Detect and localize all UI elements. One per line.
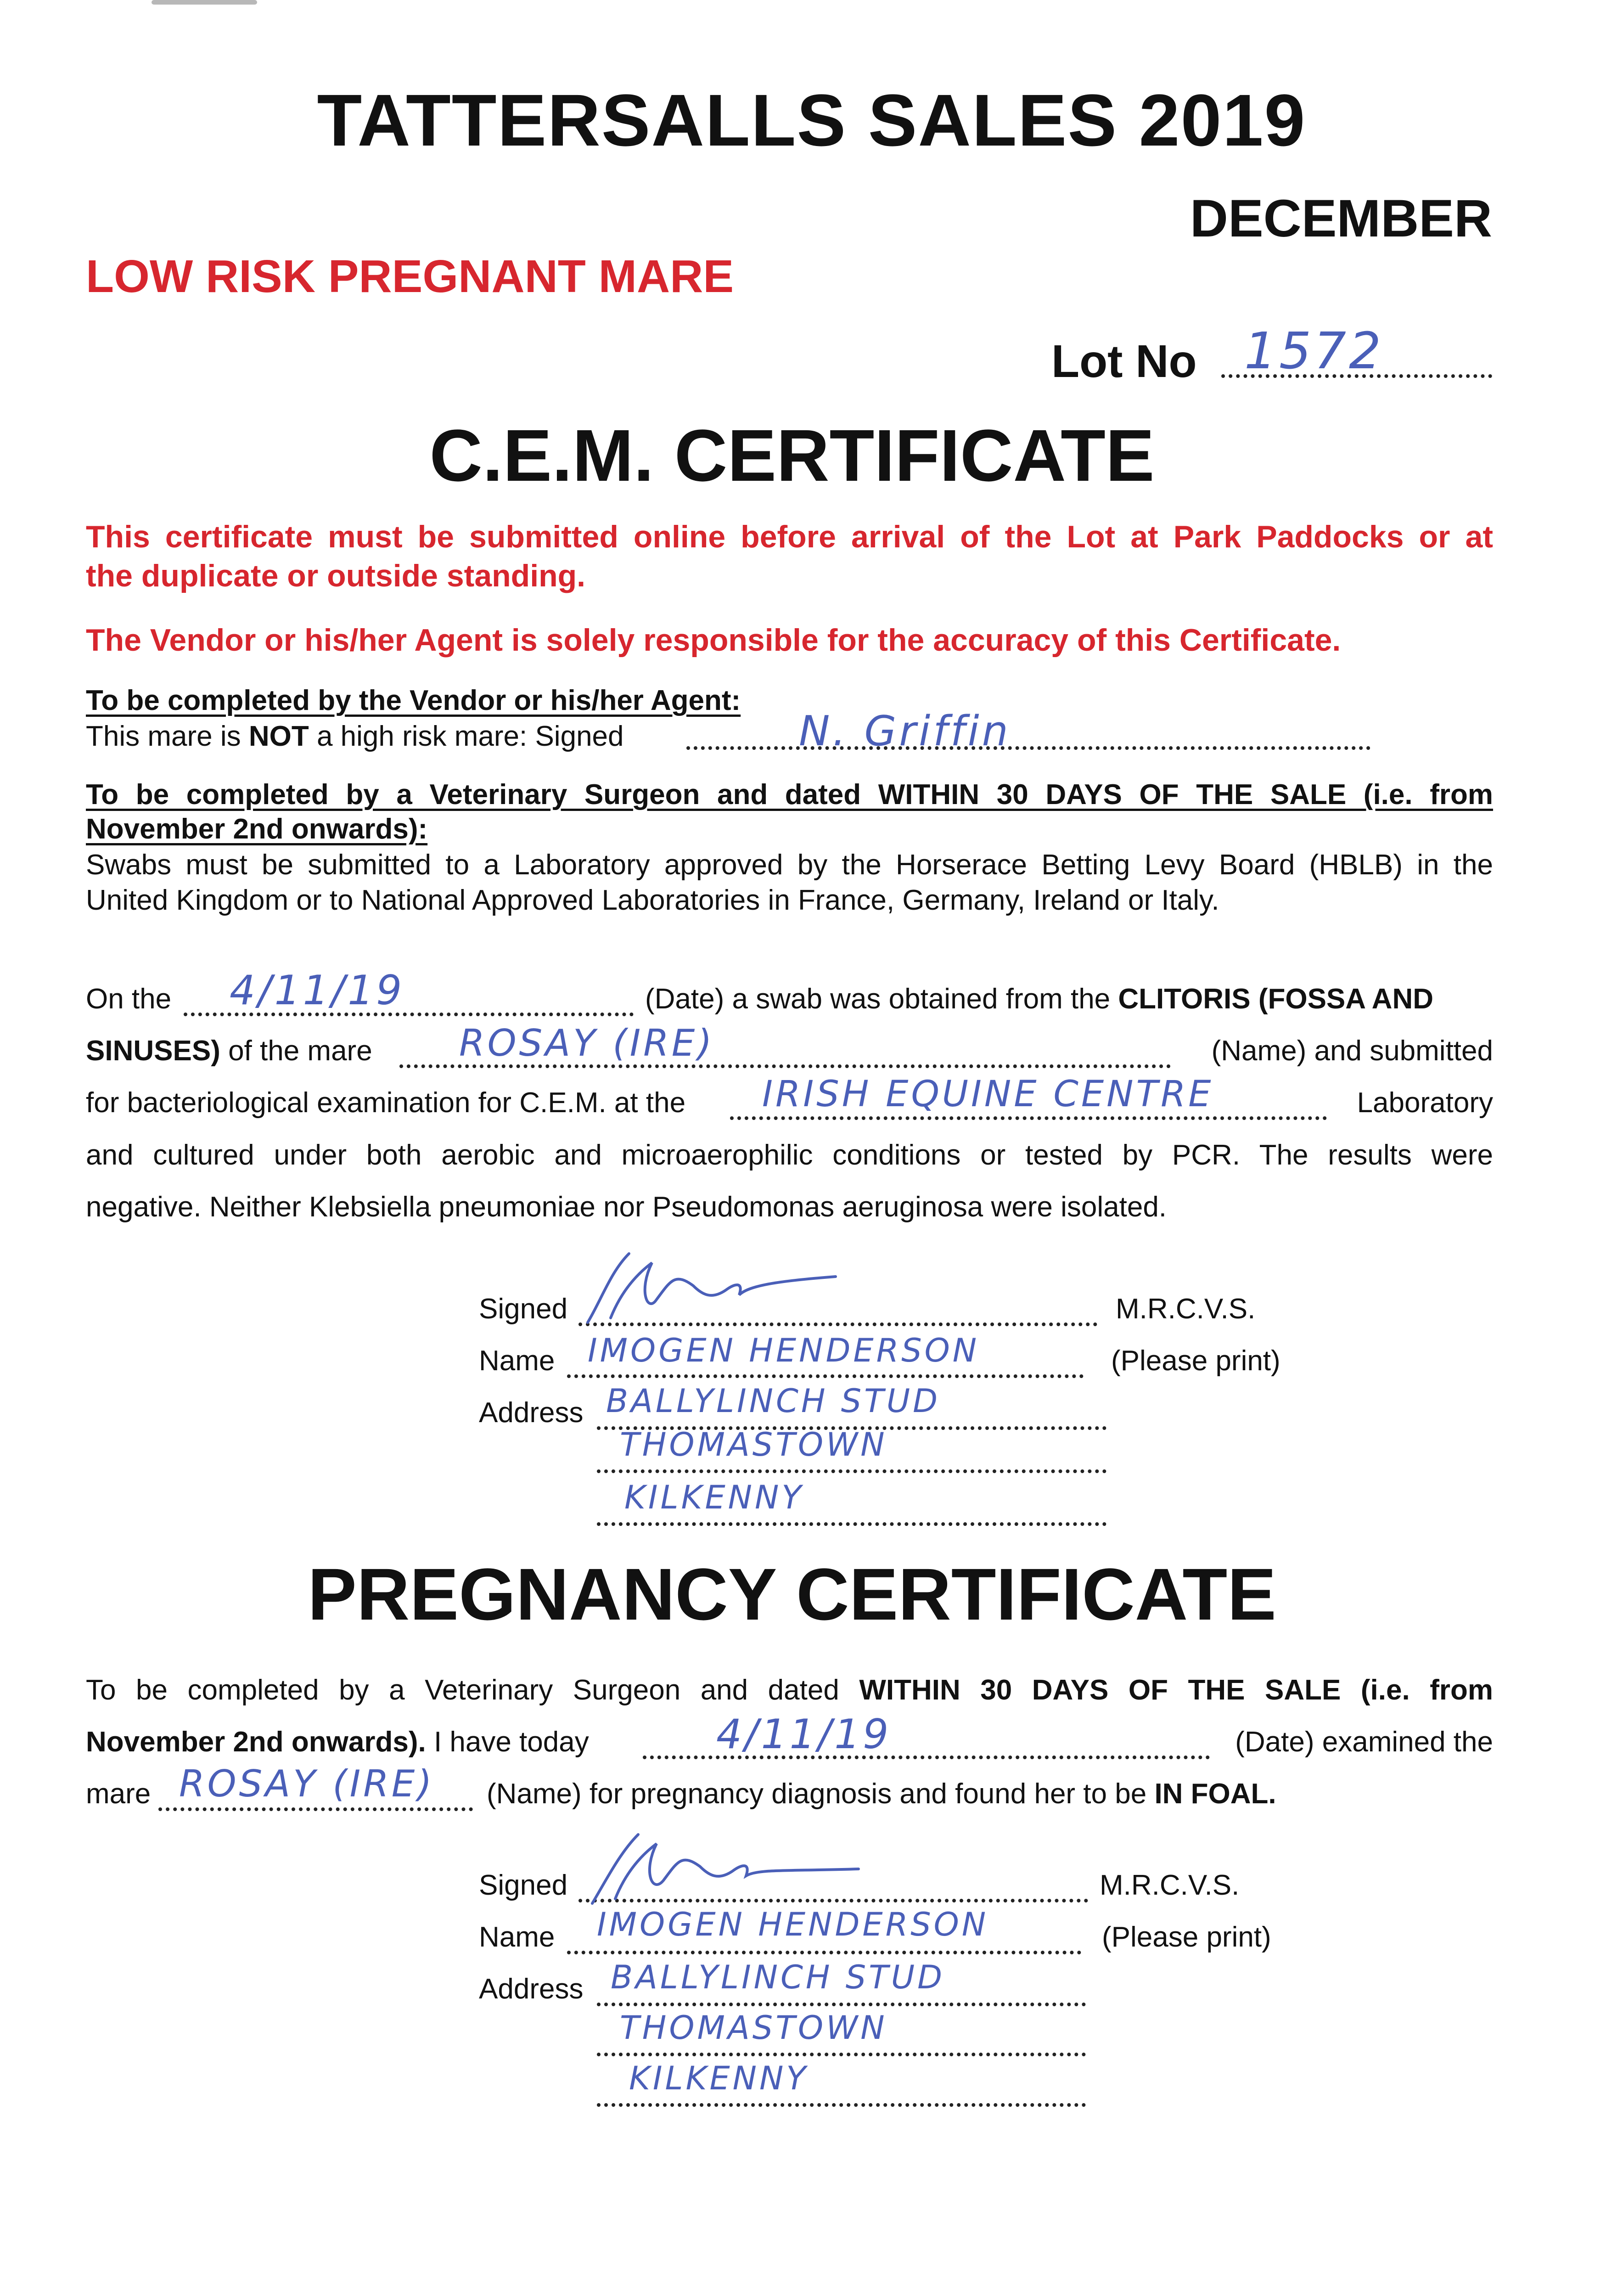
cem-address-3-handwritten[interactable]: KILKENNY	[624, 1479, 804, 1516]
pregnancy-mare-label: mare	[86, 1778, 151, 1810]
pregnancy-line2-bold: November 2nd onwards).	[86, 1726, 426, 1758]
on-the-label: On the	[86, 983, 172, 1015]
pregnancy-address-line-2	[597, 2053, 1086, 2056]
in-foal-text: IN FOAL.	[1154, 1778, 1276, 1810]
sinuses-text: SINUSES)	[86, 1035, 220, 1067]
cem-address-line-2	[597, 1469, 1106, 1473]
cultured-text: and cultured under both aerobic and microaerophilic conditions or tested by PCR. The results were	[86, 1139, 1493, 1171]
cem-name-line	[567, 1374, 1084, 1378]
pregnancy-address-1-handwritten[interactable]: BALLYLINCH STUD	[611, 1958, 945, 1996]
sale-name: DECEMBER	[1190, 189, 1492, 248]
pregnancy-address-line-3	[597, 2103, 1086, 2107]
lot-label: Lot No	[1051, 336, 1197, 387]
pregnancy-address-3-handwritten[interactable]: KILKENNY	[629, 2060, 809, 2097]
name-suffix: (Name) and submitted	[1211, 1035, 1493, 1067]
swab-instruction-line1: Swabs must be submitted to a Laboratory approved by the Horserace Betting Levy Board (HBLB) in the	[86, 849, 1493, 881]
pregnancy-name-label: Name	[479, 1921, 555, 1953]
scan-mark	[152, 0, 257, 5]
date-suffix-text: (Date) a swab was obtained from the	[645, 983, 1111, 1015]
vendor-line-pre: This mare is	[86, 720, 241, 752]
cem-vet-signature[interactable]	[583, 1244, 840, 1332]
cem-title: C.E.M. CERTIFICATE	[429, 414, 1155, 496]
pregnancy-vet-signature[interactable]	[588, 1825, 863, 1913]
submission-notice-line1: This certificate must be submitted online before arrival of the Lot at Park Paddocks or at	[86, 519, 1493, 554]
pregnancy-mrcvs: M.R.C.V.S.	[1100, 1869, 1240, 1901]
cem-address-label: Address	[479, 1397, 584, 1429]
pregnancy-address-2-handwritten[interactable]: THOMASTOWN	[620, 2009, 887, 2047]
cem-address-2-handwritten[interactable]: THOMASTOWN	[620, 1426, 887, 1463]
cem-lab-handwritten[interactable]: IRISH EQUINE CENTRE	[762, 1074, 1214, 1115]
clitoris-text: CLITORIS (FOSSA AND	[1118, 983, 1434, 1015]
document-title: TATTERSALLS SALES 2019	[317, 79, 1306, 161]
laboratory-text: Laboratory	[1357, 1087, 1493, 1119]
cem-mrcvs: M.R.C.V.S.	[1116, 1293, 1256, 1325]
submission-notice-line2: the duplicate or outside standing.	[86, 558, 586, 593]
pregnancy-line2	[86, 1726, 589, 1758]
pregnancy-title: PREGNANCY CERTIFICATE	[308, 1553, 1276, 1635]
cem-please-print: (Please print)	[1111, 1345, 1280, 1377]
pregnancy-please-print: (Please print)	[1102, 1921, 1271, 1953]
cem-mare-name-handwritten[interactable]: ROSAY (IRE)	[459, 1022, 715, 1064]
cem-vet-name-handwritten[interactable]: IMOGEN HENDERSON	[588, 1332, 980, 1369]
cem-mare-name-line	[399, 1064, 1171, 1068]
pregnancy-name-line	[567, 1951, 1081, 1954]
cem-signed-label: Signed	[479, 1293, 568, 1325]
cem-lab-line	[730, 1116, 1327, 1120]
pregnancy-line3	[487, 1778, 1276, 1810]
vendor-declaration	[86, 720, 624, 753]
pregnancy-line2-post: (Date) examined the	[1235, 1726, 1493, 1758]
vet-section-heading-line2: November 2nd onwards):	[86, 813, 428, 845]
vendor-line-not: NOT	[248, 720, 309, 752]
pregnancy-line1-bold: WITHIN 30 DAYS OF THE SALE (i.e. from	[859, 1674, 1493, 1706]
pregnancy-address-label: Address	[479, 1973, 584, 2005]
pregnancy-line2-mid: I have today	[433, 1726, 589, 1758]
pregnancy-line1-pre: To be completed by a Veterinary Surgeon and dated	[86, 1674, 839, 1706]
pregnancy-date-handwritten[interactable]: 4/11/19	[716, 1711, 892, 1758]
cem-date-handwritten[interactable]: 4/11/19	[230, 967, 405, 1014]
for-bact-text: for bacteriological examination for C.E.M. at the	[86, 1087, 686, 1119]
vendor-signature[interactable]: N. Griffin	[799, 707, 1011, 755]
negative-text: negative. Neither Klebsiella pneumoniae nor Pseudomonas aeruginosa were isolated.	[86, 1191, 1167, 1223]
of-the-mare-text: of the mare	[228, 1035, 372, 1067]
cem-name-label: Name	[479, 1345, 555, 1377]
vendor-section-heading: To be completed by the Vendor or his/her Agent:	[86, 685, 741, 716]
pregnancy-address-line-1	[597, 2003, 1086, 2006]
lot-number-handwritten[interactable]: 1572	[1244, 321, 1384, 380]
swab-instruction-line2: United Kingdom or to National Approved Laboratories in France, Germany, Ireland or Italy.	[86, 884, 1219, 916]
vendor-line-post: a high risk mare: Signed	[316, 720, 624, 752]
vet-section-heading-line1: To be completed by a Veterinary Surgeon and dated WITHIN 30 DAYS OF THE SALE (i.e. from	[86, 779, 1493, 810]
vendor-signature-line	[686, 746, 1370, 750]
pregnancy-line3-mid: (Name) for pregnancy diagnosis and found her to be	[487, 1778, 1147, 1810]
cem-address-1-handwritten[interactable]: BALLYLINCH STUD	[606, 1382, 941, 1420]
pregnancy-line1	[86, 1674, 1493, 1706]
cem-address-line-3	[597, 1522, 1106, 1526]
category-label: LOW RISK PREGNANT MARE	[86, 251, 734, 302]
pregnancy-signed-label: Signed	[479, 1869, 568, 1901]
sinuses-line	[86, 1035, 372, 1067]
pregnancy-mare-name-handwritten[interactable]: ROSAY (IRE)	[179, 1762, 435, 1805]
pregnancy-mare-line	[158, 1807, 473, 1811]
pregnancy-vet-name-handwritten[interactable]: IMOGEN HENDERSON	[597, 1906, 989, 1943]
date-suffix	[645, 983, 1433, 1015]
responsibility-notice: The Vendor or his/her Agent is solely responsible for the accuracy of this Certificate.	[86, 623, 1341, 658]
